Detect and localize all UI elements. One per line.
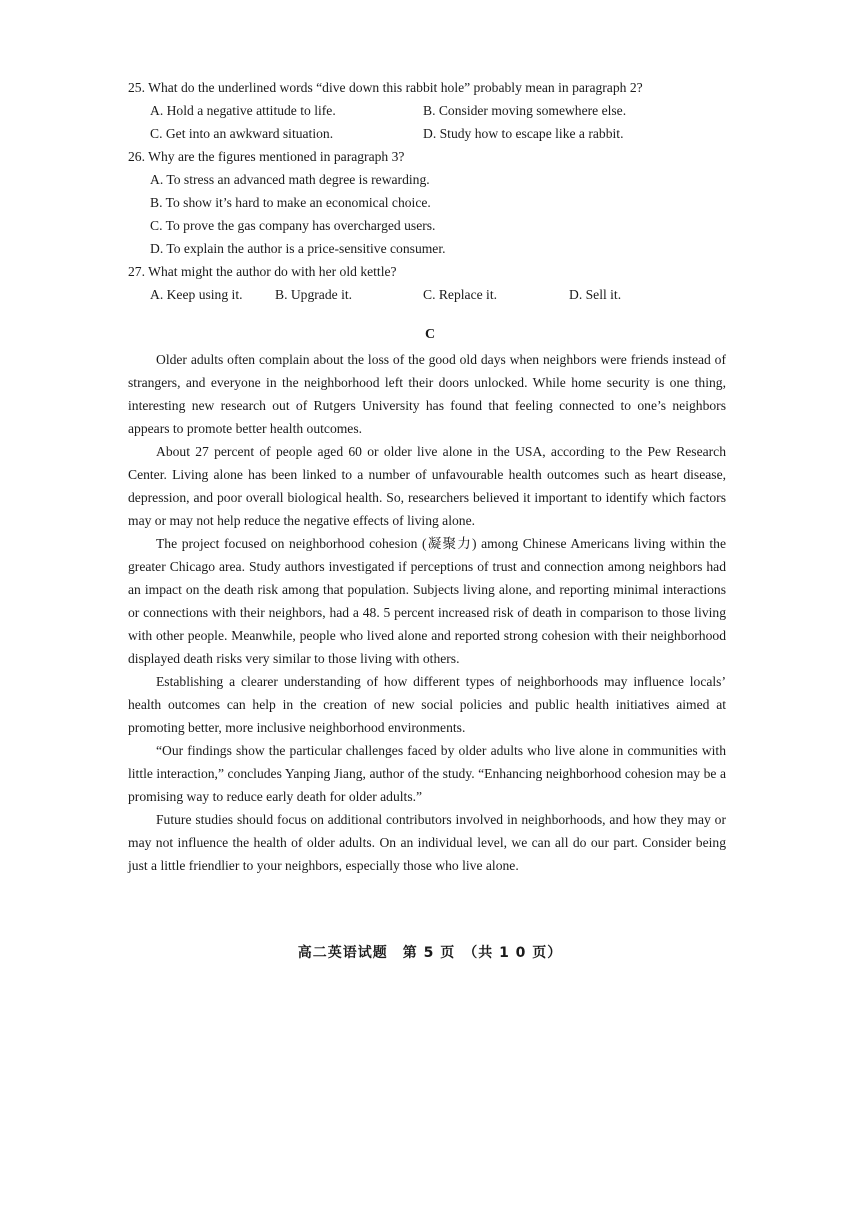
question-25-option-b[interactable]: B. Consider moving somewhere else. (423, 103, 627, 118)
question-25-options-row-2 (128, 122, 738, 145)
passage-paragraph-5: “Our findings show the particular challenges faced by older adults who live alone in communities with little interaction,” concludes Yanping Jiang, author of the study. “Enhancing neighborhood cohesion may be a promising way to reduce early death for older adults.” (128, 743, 726, 804)
question-26-stem: 26. Why are the figures mentioned in paragraph 3? (128, 149, 405, 164)
section-heading: C (424, 327, 436, 342)
question-26-option-d[interactable]: D. To explain the author is a price-sensitive consumer. (150, 241, 446, 256)
page-footer: 高二英语试题 第 5 页 （共 1 0 页） (297, 945, 563, 961)
question-25-stem: 25. What do the underlined words “dive down this rabbit hole” probably mean in paragraph 2? (128, 80, 643, 95)
question-27-options-row (128, 283, 738, 306)
question-27-option-c[interactable]: C. Replace it. (423, 287, 497, 302)
question-25-option-c[interactable]: C. Get into an awkward situation. (150, 126, 334, 141)
passage-paragraph-2: About 27 percent of people aged 60 or older live alone in the USA, according to the Pew Research Center. Living alone has been linked to a number of unfavourable health outcomes such as heart disease, depression, and poor overall biological health. So, researchers believed it important to identify which factors may or may not help reduce the negative effects of living alone. (128, 444, 726, 528)
reading-passage (128, 348, 726, 877)
question-25-options-row-1 (128, 99, 738, 122)
question-25-option-d[interactable]: D. Study how to escape like a rabbit. (423, 126, 624, 141)
question-26-option-a[interactable]: A. To stress an advanced math degree is rewarding. (150, 172, 430, 187)
question-block (128, 76, 738, 306)
passage-paragraph-1: Older adults often complain about the loss of the good old days when neighbors were friends instead of strangers, and everyone in the neighborhood left their doors unlocked. While home security is one thing, interesting new research out of Rutgers University has found that feeling connected to one’s neighbors appears to promote better health outcomes. (128, 352, 726, 436)
question-25-option-a[interactable]: A. Hold a negative attitude to life. (150, 103, 336, 118)
passage-paragraph-6: Future studies should focus on additional contributors involved in neighborhoods, and how they may or may not influence the health of older adults. On an individual level, we can all do our part. Consider being just a little friendlier to your neighbors, especially those who live alone. (128, 812, 726, 873)
passage-paragraph-3: The project focused on neighborhood cohesion (凝聚力) among Chinese Americans living within the greater Chicago area. Study authors investigated if perceptions of trust and connection among neighbors had an impact on the death risk among that population. Subjects living alone, and reporting minimal interactions or connections with their neighbors, had a 48. 5 percent increased risk of death in comparison to those living with other people. Meanwhile, people who lived alone and reported strong cohesion with their neighborhood displayed death risks very similar to those living with others. (128, 536, 726, 666)
passage-paragraph-4: Establishing a clearer understanding of how different types of neighborhoods may influence locals’ health outcomes can help in the creation of new social policies and public health initiatives aimed at promoting better, more inclusive neighborhood environments. (128, 674, 726, 735)
question-27-option-d[interactable]: D. Sell it. (569, 287, 622, 302)
question-27-stem: 27. What might the author do with her old kettle? (128, 264, 397, 279)
question-27-option-a[interactable]: A. Keep using it. (150, 287, 243, 302)
question-26-option-c[interactable]: C. To prove the gas company has overcharged users. (150, 218, 436, 233)
question-27-option-b[interactable]: B. Upgrade it. (275, 287, 353, 302)
question-26-option-b[interactable]: B. To show it’s hard to make an economical choice. (150, 195, 431, 210)
